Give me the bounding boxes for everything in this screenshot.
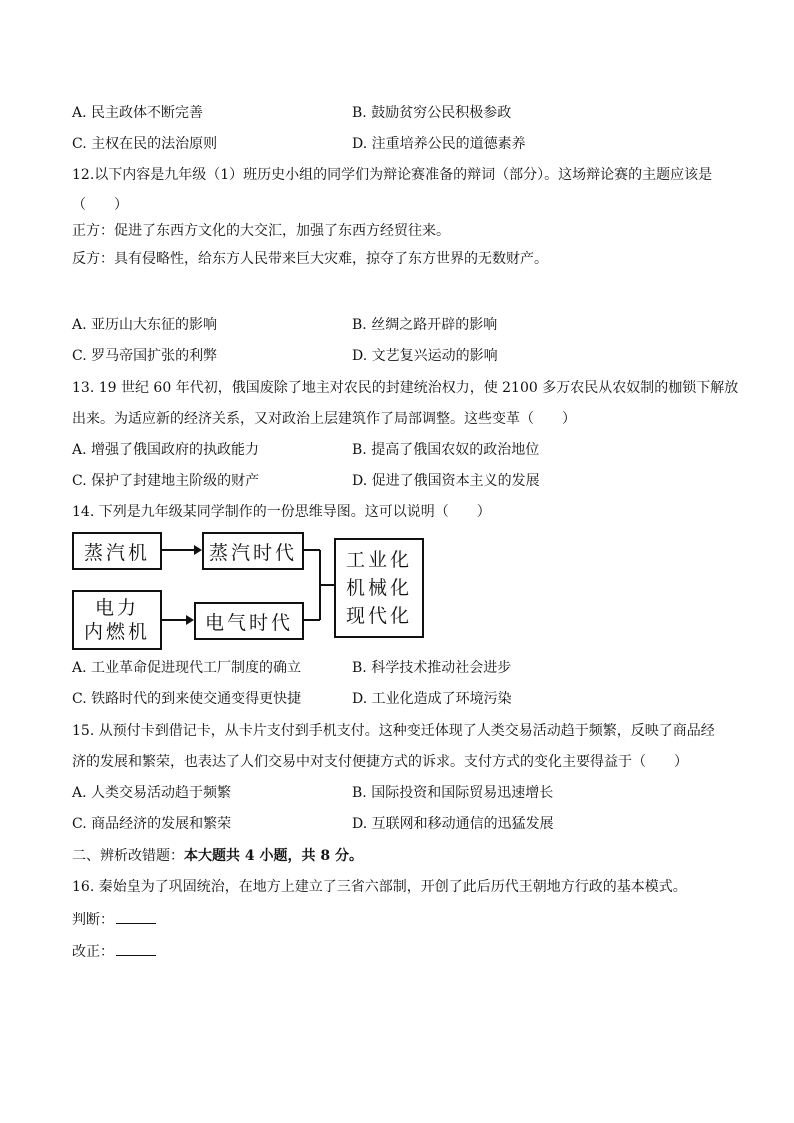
q11-option-d[interactable]: D. 注重培养公民的道德素养 — [352, 136, 526, 152]
q12-stem-line2: （ ） — [72, 197, 128, 213]
result-label-line2: 机械化 — [345, 577, 412, 599]
q11-option-a[interactable]: A. 民主政体不断完善 — [72, 105, 204, 121]
q16-correct-row — [72, 941, 156, 961]
power-label-line1: 电力 — [94, 597, 139, 619]
section-heading-prefix: 二、辨析改错题： — [72, 848, 184, 864]
q12-pro-argument: 正方：促进了东西方文化的大交汇，加强了东西方经贸往来。 — [72, 223, 450, 239]
result-label-line1: 工业化 — [345, 549, 412, 571]
q13-option-a[interactable]: A. 增强了俄国政府的执政能力 — [72, 442, 260, 458]
q16-judge-row — [72, 909, 156, 929]
section-heading-bold: 本大题共 4 小题，共 8 分。 — [184, 848, 363, 864]
electric-age-label: 电气时代 — [204, 611, 293, 634]
q13-option-d[interactable]: D. 促进了俄国资本主义的发展 — [352, 473, 540, 489]
steam-age-label: 蒸汽时代 — [208, 541, 297, 564]
q15-option-b[interactable]: B. 国际投资和国际贸易迅速增长 — [352, 785, 554, 801]
q12-stem-line1: 12.以下内容是九年级（1）班历史小组的同学们为辩论赛准备的辩词（部分）。这场辩论赛的主题应该是 — [72, 167, 713, 183]
q14-option-b[interactable]: B. 科学技术推动社会进步 — [352, 660, 512, 676]
q12-option-c[interactable]: C. 罗马帝国扩张的利弊 — [72, 348, 218, 364]
section-heading — [72, 847, 363, 865]
q14-option-c[interactable]: C. 铁路时代的到来使交通变得更快捷 — [72, 691, 302, 707]
mind-map-node-steam-age — [202, 532, 304, 570]
q16-correct-label: 改正： — [72, 944, 114, 960]
q16-judge-label: 判断： — [72, 912, 114, 928]
steam-engine-label: 蒸汽机 — [83, 541, 150, 564]
q15-stem-line1: 15. 从预付卡到借记卡，从卡片支付到手机支付。这种变迁体现了人类交易活动趋于频繁，反映了商品经 — [72, 723, 715, 739]
q15-stem-line2: 济的发展和繁荣，也表达了人们交易中对支付便捷方式的诉求。支付方式的变化主要得益于（ ） — [72, 754, 688, 770]
q13-option-b[interactable]: B. 提高了俄国农奴的政治地位 — [352, 442, 540, 458]
q13-stem-line2: 出来。为适应新的经济关系，又对政治上层建筑作了局部调整。这些变革（ ） — [72, 411, 576, 427]
q16-judge-blank[interactable] — [116, 909, 156, 924]
mind-map-node-electric-age — [194, 602, 304, 640]
q14-stem: 14. 下列是九年级某同学制作的一份思维导图。这可以说明（ ） — [72, 504, 491, 520]
q11-option-c[interactable]: C. 主权在民的法治原则 — [72, 136, 218, 152]
q16-correct-blank[interactable] — [116, 941, 156, 956]
mind-map-node-steam-engine — [72, 532, 162, 570]
mind-map-node-result — [334, 538, 424, 638]
q14-option-a[interactable]: A. 工业革命促进现代工厂制度的确立 — [72, 660, 302, 676]
q12-option-a[interactable]: A. 亚历山大东征的影响 — [72, 317, 218, 333]
power-label-line2: 内燃机 — [83, 621, 150, 643]
q16-stem: 16. 秦始皇为了巩固统治，在地方上建立了三省六部制，开创了此后历代王朝地方行政的基本模式。 — [72, 879, 687, 895]
result-label-line3: 现代化 — [345, 605, 412, 627]
q12-con-argument: 反方：具有侵略性，给东方人民带来巨大灾难，掠夺了东方世界的无数财产。 — [72, 251, 548, 267]
q13-option-c[interactable]: C. 保护了封建地主阶级的财产 — [72, 473, 260, 489]
q15-option-d[interactable]: D. 互联网和移动通信的迅猛发展 — [352, 816, 554, 832]
q11-option-b[interactable]: B. 鼓励贫穷公民积极参政 — [352, 105, 512, 121]
q14-option-d[interactable]: D. 工业化造成了环境污染 — [352, 691, 512, 707]
q12-option-b[interactable]: B. 丝绸之路开辟的影响 — [352, 317, 498, 333]
q13-stem-line1: 13. 19 世纪 60 年代初，俄国废除了地主对农民的封建统治权力，使 2100 多万农民从农奴制的枷锁下解放 — [72, 380, 739, 396]
mind-map — [72, 530, 432, 650]
q15-option-c[interactable]: C. 商品经济的发展和繁荣 — [72, 816, 232, 832]
q15-option-a[interactable]: A. 人类交易活动趋于频繁 — [72, 785, 232, 801]
mind-map-node-power — [72, 590, 162, 650]
q12-option-d[interactable]: D. 文艺复兴运动的影响 — [352, 348, 498, 364]
